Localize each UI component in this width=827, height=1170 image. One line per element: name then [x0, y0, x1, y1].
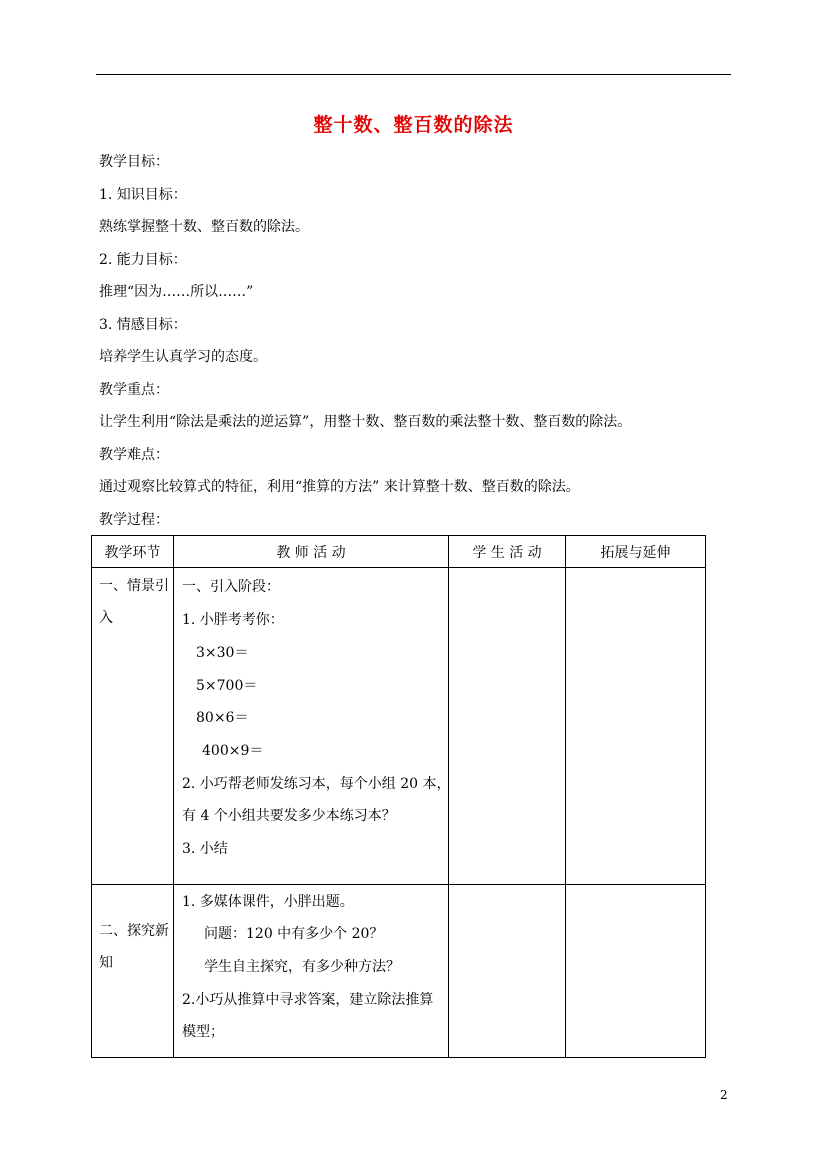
text-line: 教学难点： [99, 447, 169, 463]
text-line: 让学生利用“除法是乘法的逆运算”，用整十数、整百数的乘法整十数、整百数的除法。 [99, 414, 632, 430]
stage-label: 二、探究新 [99, 923, 169, 939]
text-line: 教学目标： [99, 154, 169, 170]
text-line: 1. 知识目标： [99, 187, 187, 203]
header-rule [96, 74, 731, 75]
text-line: 3. 情感目标： [99, 317, 187, 333]
page-number: 2 [720, 1088, 728, 1102]
page-title: 整十数、整百数的除法 [313, 114, 514, 136]
stage-label: 知 [99, 955, 113, 971]
header-stage: 教学环节 [92, 536, 174, 568]
teacher-line: 3. 小结 [182, 841, 228, 857]
teacher-line: 有 4 个小组共要发多少本练习本？ [182, 808, 396, 824]
stage-label: 一、情景引 [99, 578, 169, 594]
text-line: 培养学生认真学习的态度。 [99, 349, 267, 365]
extension-cell [566, 568, 706, 885]
teacher-activity-cell [174, 568, 449, 885]
student-activity-cell [449, 568, 566, 885]
table-row [92, 885, 706, 1058]
text-line: 通过观察比较算式的特征，利用“推算的方法” 来计算整十数、整百数的除法。 [99, 479, 580, 495]
table-row [92, 568, 706, 885]
student-activity-cell [449, 885, 566, 1058]
teacher-line: 2.小巧从推算中寻求答案，建立除法推算 [182, 992, 434, 1008]
table-header-row [92, 536, 706, 568]
text-line: 推理“因为……所以……” [99, 284, 254, 300]
text-line: 教学重点： [99, 382, 169, 398]
header-extension: 拓展与延伸 [566, 536, 706, 568]
teacher-line: 400×9＝ [202, 743, 264, 759]
teacher-activity-cell [174, 885, 449, 1058]
stage-cell [92, 568, 174, 885]
teacher-line: 问题：120 中有多少个 20？ [204, 926, 384, 942]
stage-label: 入 [99, 610, 113, 626]
header-student: 学 生 活 动 [449, 536, 566, 568]
teacher-line: 1. 多媒体课件，小胖出题。 [182, 894, 354, 910]
teacher-line: 模型； [182, 1024, 224, 1040]
stage-cell [92, 885, 174, 1058]
text-line: 2. 能力目标： [99, 252, 187, 268]
teacher-line: 5×700＝ [196, 678, 258, 694]
header-teacher: 教 师 活 动 [174, 536, 449, 568]
teacher-line: 学生自主探究，有多少种方法？ [204, 959, 400, 975]
lesson-table [91, 535, 706, 1058]
text-line: 熟练掌握整十数、整百数的除法。 [99, 219, 309, 235]
teacher-line: 2. 小巧帮老师发练习本，每个小组 20 本， [182, 776, 451, 792]
text-line: 教学过程： [99, 512, 169, 528]
extension-cell [566, 885, 706, 1058]
teacher-line: 80×6＝ [196, 710, 249, 726]
teacher-line: 1. 小胖考考你： [182, 612, 284, 628]
teacher-line: 一、引入阶段： [182, 579, 280, 595]
teacher-line: 3×30＝ [196, 645, 249, 661]
